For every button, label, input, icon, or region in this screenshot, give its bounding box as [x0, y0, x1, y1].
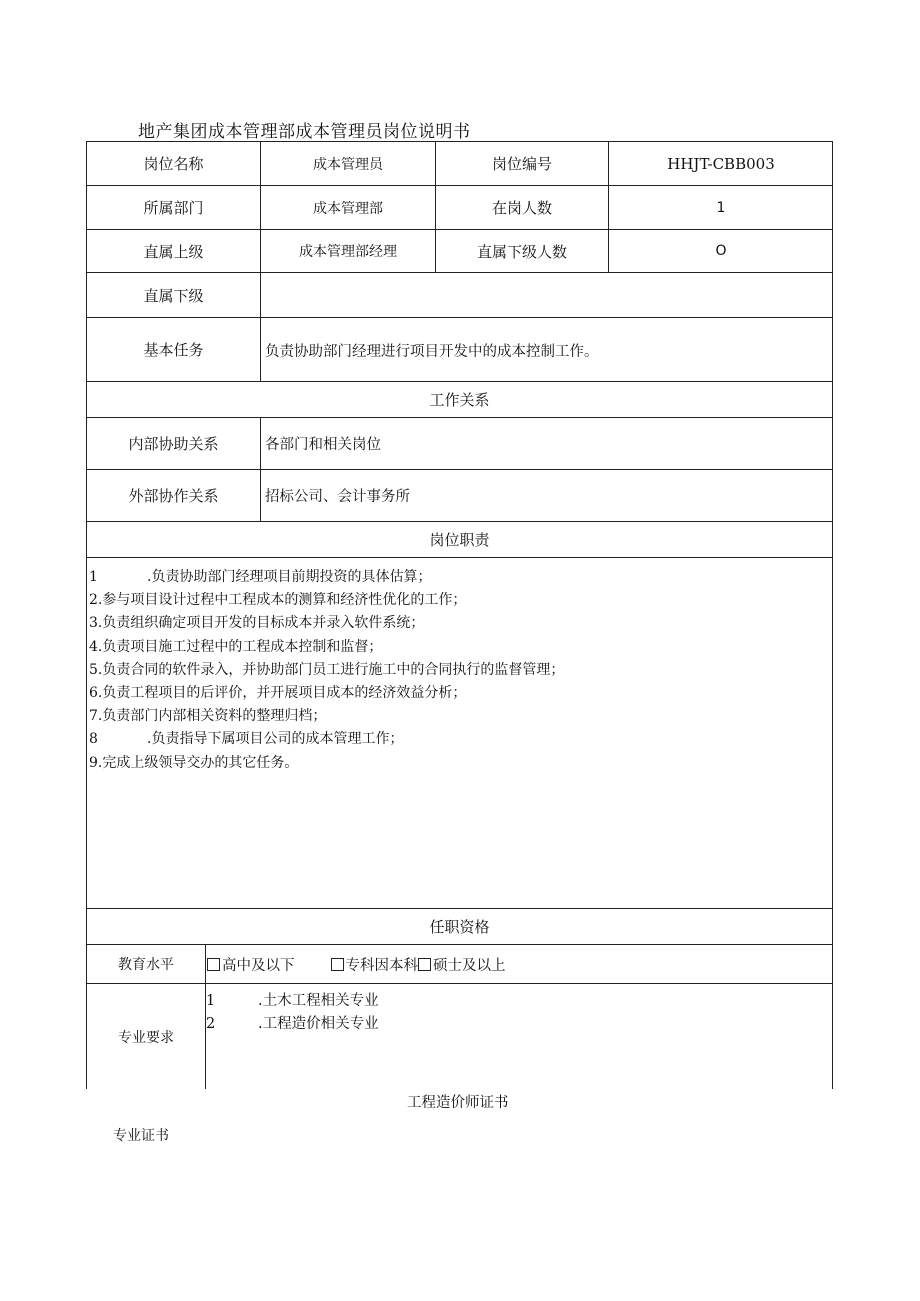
cert-value: 工程造价师证书 — [407, 1095, 509, 1111]
work-relations-header: 工作关系 — [429, 391, 490, 409]
education-options — [205, 945, 833, 983]
duties-header: 岗位职责 — [429, 531, 490, 549]
major-item: 1 .土木工程相关专业 — [206, 993, 379, 1009]
row-basic-task — [86, 317, 833, 381]
checkbox-icon[interactable] — [418, 958, 431, 971]
duty-item: 6.负责工程项目的后评价，并开展项目成本的经济效益分析； — [89, 685, 467, 702]
checkbox-icon[interactable] — [207, 958, 220, 971]
basic-task-value: 负责协助部门经理进行项目开发中的成本控制工作。 — [260, 318, 833, 381]
major-item: 2 .工程造价相关专业 — [206, 1016, 379, 1032]
position-name-value: 成本管理员 — [260, 142, 435, 185]
duty-item: 1 .负责协助部门经理项目前期投资的具体估算； — [89, 569, 432, 585]
internal-relations-label: 内部协助关系 — [128, 435, 219, 453]
education-option-2: 专科因本科 — [345, 957, 418, 974]
position-code-label: 岗位编号 — [435, 142, 608, 185]
department-value: 成本管理部 — [260, 186, 435, 229]
job-description-table — [86, 141, 833, 1089]
row-position — [86, 141, 833, 185]
row-education — [86, 944, 833, 983]
duty-item: 9.完成上级领导交办的其它任务。 — [89, 754, 299, 771]
subordinate-value — [260, 273, 833, 317]
qualifications-header: 任职资格 — [429, 918, 490, 936]
position-name-label: 岗位名称 — [143, 155, 204, 173]
external-relations-label: 外部协作关系 — [128, 487, 219, 505]
work-relations-header-row — [86, 381, 833, 417]
row-internal-relations — [86, 417, 833, 469]
row-major — [86, 983, 833, 1089]
row-subordinate — [86, 272, 833, 317]
major-label: 专业要求 — [118, 1029, 174, 1046]
education-label: 教育水平 — [118, 957, 174, 973]
row-external-relations — [86, 469, 833, 521]
duty-item: 8 .负责指导下属项目公司的成本管理工作； — [89, 731, 404, 748]
headcount-value: 1 — [608, 186, 833, 229]
duties-header-row — [86, 521, 833, 557]
cert-label: 专业证书 — [113, 1128, 169, 1144]
row-superior — [86, 229, 833, 272]
duty-item: 4.负责项目施工过程中的工程成本控制和监督； — [89, 638, 383, 655]
education-option-1: 高中及以下 — [222, 957, 295, 974]
subordinate-count-label: 直属下级人数 — [435, 230, 608, 272]
superior-label: 直属上级 — [143, 242, 204, 261]
superior-value: 成本管理部经理 — [260, 230, 435, 272]
subordinate-count-value: O — [608, 230, 833, 272]
duty-item: 5.负责合同的软件录入，并协助部门员工进行施工中的合同执行的监督管理； — [89, 661, 565, 678]
qualifications-header-row — [86, 908, 833, 944]
subordinate-label: 直属下级 — [143, 286, 204, 305]
education-option-3: 硕士及以上 — [433, 957, 506, 974]
internal-relations-value: 各部门和相关岗位 — [260, 418, 833, 469]
headcount-label: 在岗人数 — [435, 186, 608, 229]
duties-block — [86, 557, 833, 908]
row-department — [86, 185, 833, 229]
duty-item: 3.负责组织确定项目开发的目标成本并录入软件系统； — [89, 615, 425, 632]
duty-item: 2.参与项目设计过程中工程成本的测算和经济性优化的工作； — [89, 592, 467, 609]
checkbox-icon[interactable] — [331, 958, 344, 971]
position-code-value: HHJT-CBB003 — [608, 142, 833, 185]
duties-list — [87, 558, 832, 775]
duty-item: 7.负责部门内部相关资料的整理归档； — [89, 708, 327, 725]
basic-task-label: 基本任务 — [143, 341, 204, 359]
external-relations-value: 招标公司、会计事务所 — [260, 470, 833, 521]
major-list — [206, 990, 379, 1036]
document-title: 地产集团成本管理部成本管理员岗位说明书 — [138, 122, 471, 142]
department-label: 所属部门 — [143, 199, 204, 217]
